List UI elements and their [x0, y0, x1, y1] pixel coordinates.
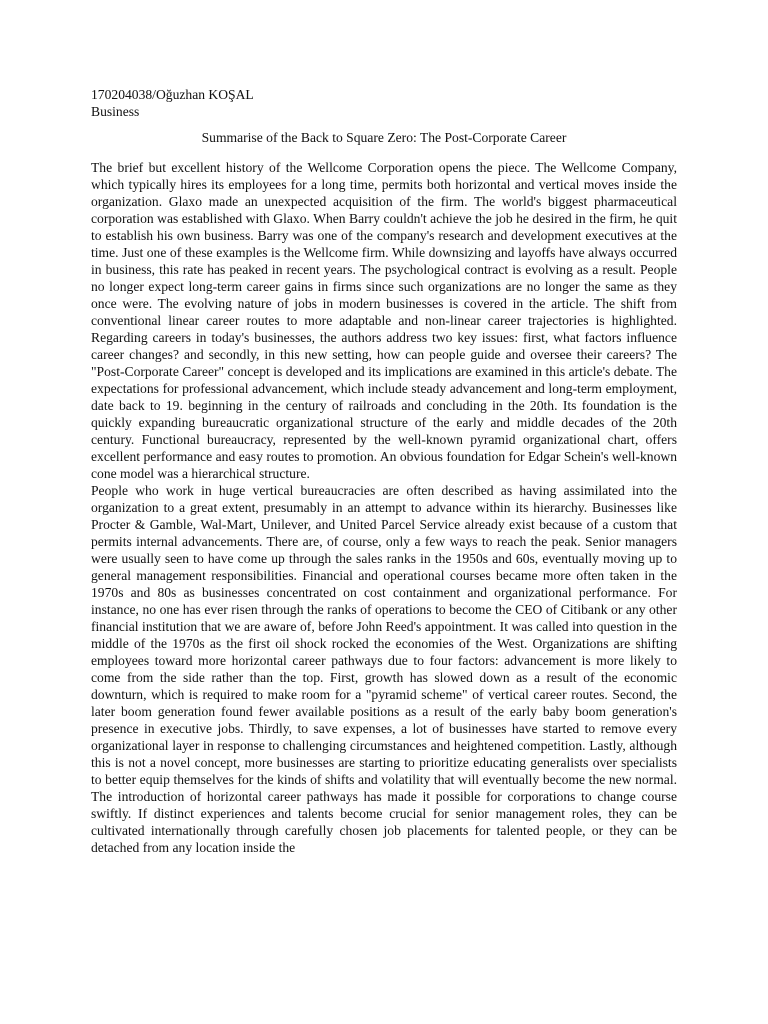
paragraph-1: The brief but excellent history of the Wellcome Corporation opens the piece. The Wellcome Company, which typically hires its employees for a long time, permits both horizontal and vertical moves inside the organization. Glaxo made an unexpected acquisition of the firm. The world's biggest pharmaceutical corporation was established with Glaxo. When Barry couldn't achieve the job he desired in the firm, he quit to establish his own business. Barry was one of the company's research and development executives at the time. Just one of these examples is the Wellcome firm. While downsizing and layoffs have always occurred in business, this rate has peaked in recent years. The psychological contract is evolving as a result. People no longer expect long-term career gains in firms since such organizations are no longer the same as they once were. The evolving nature of jobs in modern businesses is covered in the article. The shift from conventional linear career routes to more adaptable and non-linear career trajectories is highlighted. Regarding careers in today's businesses, the authors address two key issues: first, what factors influence career changes? and secondly, in this new setting, how can people guide and oversee their careers? The "Post-Corporate Career" concept is developed and its implications are examined in this article's debate. The expectations for professional advancement, which include steady advancement and long-term employment, date back to 19. beginning in the century of railroads and concluding in the 20th. Its foundation is the quickly expanding bureaucratic organizational structure of the early and middle decades of the 20th century. Functional bureaucracy, represented by the well-known pyramid organizational chart, offers excellent performance and easy routes to promotion. An obvious foundation for Edgar Schein's well-known cone model was a hierarchical structure.	[91, 160, 677, 481]
document-page	[91, 86, 677, 856]
author-line: 170204038/Oğuzhan KOŞAL	[91, 87, 254, 102]
paragraph-2: People who work in huge vertical bureaucracies are often described as having assimilated into the organization to a great extent, presumably in an attempt to advance within its hierarchy. Businesses like Procter & Gamble, Wal-Mart, Unilever, and United Parcel Service already exist because of a custom that permits internal advancements. There are, of course, only a few ways to reach the peak. Senior managers were usually seen to have come up through the sales ranks in the 1950s and 60s, eventually moving up to general management responsibilities. Financial and operational courses became more often taken in the 1970s and 80s as businesses concentrated on cost containment and organizational performance. For instance, no one has ever risen through the ranks of operations to become the CEO of Citibank or any other financial institution that we are aware of, before John Reed's appointment. It was called into question in the middle of the 1970s as the first oil shock rocked the economies of the West. Organizations are shifting employees toward more horizontal career pathways due to four factors: advancement is more likely to come from the side rather than the top. First, growth has slowed down as a result of the economic downturn, which is required to make room for a "pyramid scheme" of vertical career routes. Second, the later boom generation found fewer available positions as a result of the early baby boom generation's presence in executive jobs. Thirdly, to save expenses, a lot of businesses have started to remove every organizational layer in response to challenging circumstances and heightened competition. Lastly, although this is not a novel concept, more businesses are starting to prioritize educating generalists over specialists to better equip themselves for the kinds of shifts and volatility that will eventually become the new normal. The introduction of horizontal career pathways has made it possible for corporations to change course swiftly. If distinct experiences and talents become crucial for senior management roles, they can be cultivated internationally through carefully chosen job placements for talented people, or they can be detached from any location inside the	[91, 483, 677, 855]
course-label: Business	[91, 104, 140, 119]
document-title: Summarise of the Back to Square Zero: The Post-Corporate Career	[201, 130, 567, 145]
